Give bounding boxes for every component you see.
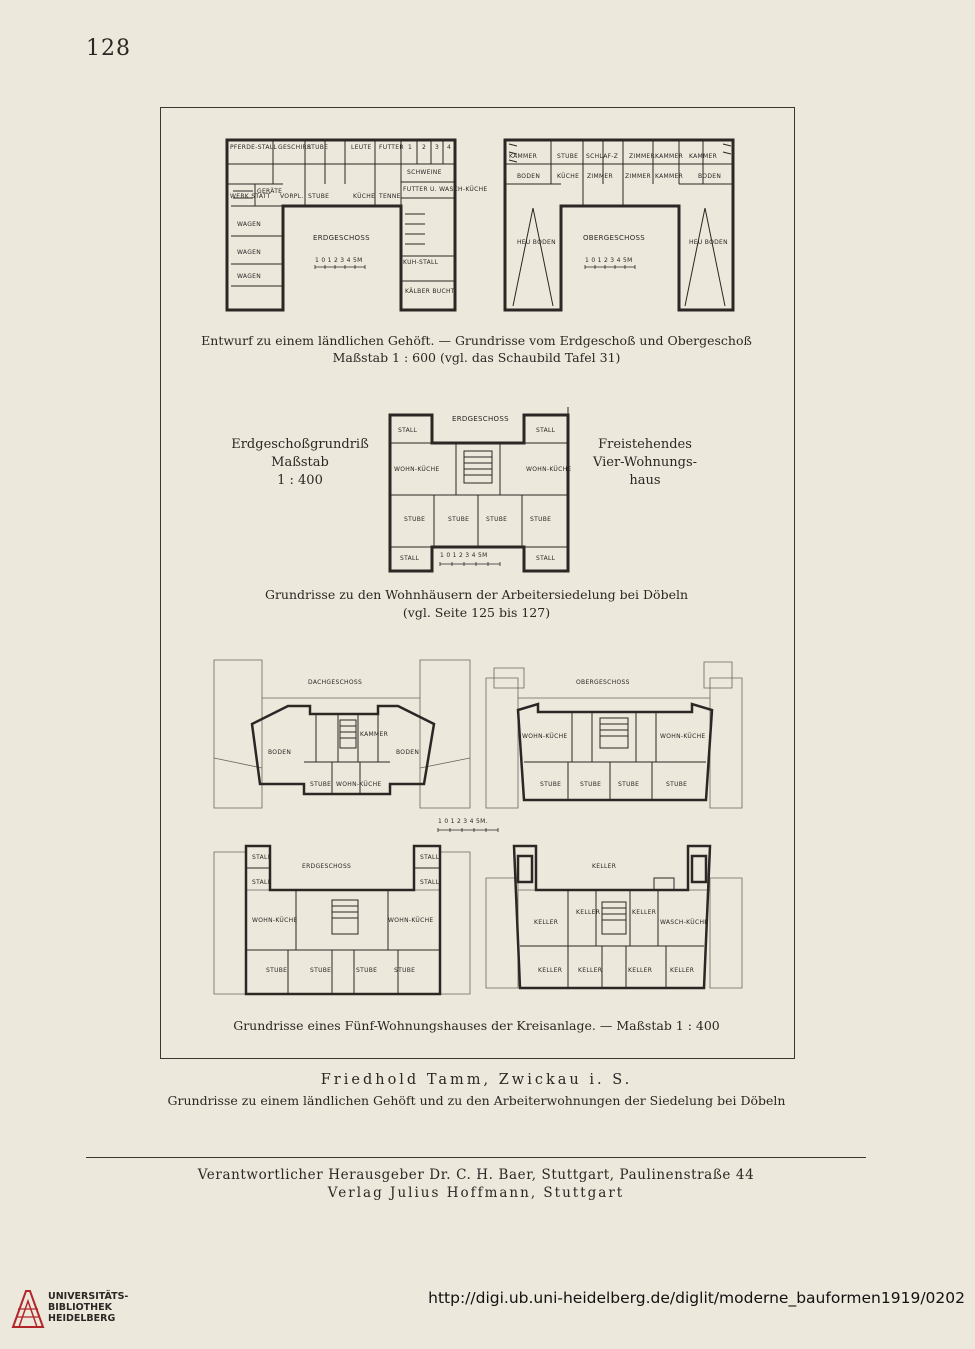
library-name-line: BIBLIOTHEK — [48, 1302, 112, 1313]
plan-room-label: STUBE — [580, 781, 602, 788]
plan-room-label: STALL — [398, 427, 418, 434]
plan-room-label: WOHN-KÜCHE — [388, 917, 434, 924]
source-url[interactable]: http://digi.ub.uni-heidelberg.de/diglit/moderne_bauformen1919/0202 — [428, 1289, 965, 1307]
plan-room-label: STUBE — [310, 781, 332, 788]
plan-room-label: ZIMMER — [587, 173, 613, 180]
plan-room-label: FUTTER — [379, 144, 404, 151]
plan-room-label: FUTTER U. WASCH-KÜCHE — [403, 186, 488, 193]
library-name-line: HEIDELBERG — [48, 1313, 116, 1324]
plan-room-label: STUBE — [448, 516, 470, 523]
author-line: Friedhold Tamm, Zwickau i. S. — [320, 1072, 633, 1088]
plan-room-label: STUBE — [266, 967, 288, 974]
plan-room-label: KÜCHE — [557, 173, 580, 180]
plan-room-label: STUBE — [540, 781, 562, 788]
plan-room-label: SCHWEINE — [407, 169, 442, 176]
plan-room-label: WASCH-KÜCHE — [660, 919, 709, 926]
plan-room-label: KÄLBER BUCHT — [405, 288, 455, 295]
label-line: Freistehendes — [598, 437, 692, 452]
plan-room-label: STALL — [420, 854, 440, 861]
plan-room-label: STALL — [252, 854, 272, 861]
plan-room-label: KAMMER — [655, 173, 684, 180]
plan-title: OBERGESCHOSS — [583, 234, 646, 242]
section2-left-label — [230, 436, 370, 490]
label-line: Maßstab — [271, 455, 329, 470]
section2-caption-line1: Grundrisse zu den Wohnhäusern der Arbeitersiedelung bei Döbeln — [264, 587, 689, 602]
plan-room-label: STALL — [536, 555, 556, 562]
scale-bar-label: 1 0 1 2 3 4 5M — [440, 552, 488, 559]
library-name — [48, 1291, 128, 1324]
plan-room-label: KELLER — [576, 909, 601, 916]
plan-room-label: STUBE — [404, 516, 426, 523]
plan-room-label: STALL — [420, 879, 440, 886]
section3-caption: Grundrisse eines Fünf-Wohnungshauses der Kreisanlage. — Maßstab 1 : 400 — [233, 1018, 720, 1033]
plan-room-label: WAGEN — [237, 273, 262, 280]
plan-room-label: 1 — [408, 144, 413, 151]
plan-room-label: KELLER — [632, 909, 657, 916]
plan-room-label: STUBE — [530, 516, 552, 523]
plan-title: ERDGESCHOSS — [302, 863, 352, 870]
plan-room-label: WERK STATT — [230, 193, 271, 200]
label-line: Erdgeschoßgrundriß — [231, 437, 369, 452]
section2-right-label — [580, 436, 710, 490]
plan-room-label: 2 — [422, 144, 427, 151]
section3-scale-bar — [434, 814, 534, 836]
plan-room-label: KAMMER — [655, 153, 684, 160]
plan-room-label: KELLER — [628, 967, 653, 974]
plan-room-label: 4 — [447, 144, 452, 151]
plan-room-label: VORPL. — [280, 193, 304, 200]
fuenf-wohnungshaus-obergeschoss-plan — [484, 658, 746, 818]
plan-room-label: KÜCHE — [353, 193, 376, 200]
plan-room-label: BODEN — [396, 749, 420, 756]
plan-room-label: LEUTE — [351, 144, 372, 151]
plan-room-label: HEU BODEN — [517, 239, 556, 246]
plate-title: Grundrisse zu einem ländlichen Gehöft und zu den Arbeiterwohnungen der Siedelung bei Döbeln — [167, 1093, 786, 1108]
plan-room-label: KAMMER — [509, 153, 538, 160]
gehoeft-obergeschoss-plan — [503, 136, 735, 314]
plan-room-label: KAMMER — [689, 153, 718, 160]
fuenf-wohnungshaus-erdgeschoss-plan — [212, 838, 474, 1002]
plan-room-label: KAMMER — [360, 731, 389, 738]
plan-room-label: GESCHIRR — [278, 144, 312, 151]
section1-caption-line1: Entwurf zu einem ländlichen Gehöft. — Grundrisse vom Erdgeschoß und Obergeschoß — [201, 333, 752, 348]
plan-room-label: TENNE — [379, 193, 401, 200]
plan-room-label: STALL — [252, 879, 272, 886]
plan-room-label: KUH-STALL — [403, 259, 439, 266]
gehoeft-erdgeschoss-plan — [225, 136, 488, 314]
library-seal-icon — [10, 1287, 46, 1331]
plan-title: DACHGESCHOSS — [308, 679, 363, 686]
plan-room-label: SCHLAF-Z — [586, 153, 619, 160]
vier-wohnungshaus-erdgeschoss-plan — [384, 405, 574, 573]
footer-rule — [86, 1157, 866, 1158]
publisher-line: Verantwortlicher Herausgeber Dr. C. H. Baer, Stuttgart, Paulinenstraße 44 — [197, 1167, 755, 1183]
section2-caption-line2: (vgl. Seite 125 bis 127) — [402, 605, 551, 620]
plan-title: OBERGESCHOSS — [576, 679, 630, 686]
plan-room-label: PFERDE-STALL — [230, 144, 278, 151]
label-line: haus — [629, 473, 661, 488]
plan-room-label: WOHN-KÜCHE — [394, 466, 440, 473]
scale-bar-label: 1 0 1 2 3 4 5M — [315, 257, 363, 264]
plan-room-label: WAGEN — [237, 221, 262, 228]
label-line: Vier-Wohnungs- — [592, 455, 698, 470]
fuenf-wohnungshaus-dachgeschoss-plan — [212, 658, 474, 818]
plan-room-label: ZIMMER — [625, 173, 651, 180]
plan-title: KELLER — [592, 863, 617, 870]
plan-room-label: STUBE — [557, 153, 579, 160]
verlag-line: Verlag Julius Hoffmann, Stuttgart — [327, 1185, 625, 1201]
plan-room-label: ZIMMER — [629, 153, 655, 160]
plan-room-label: STALL — [400, 555, 420, 562]
plan-room-label: WOHN-KÜCHE — [252, 917, 298, 924]
section1-caption-line2: Maßstab 1 : 600 (vgl. das Schaubild Tafel 31) — [332, 350, 621, 365]
plan-title: ERDGESCHOSS — [313, 234, 370, 242]
plan-room-label: STUBE — [394, 967, 416, 974]
scale-bar-label: 1 0 1 2 3 4 5M — [585, 257, 633, 264]
scale-bar-label: 1 0 1 2 3 4 5M. — [438, 818, 488, 825]
plan-room-label: KELLER — [534, 919, 559, 926]
plan-room-label: WOHN-KÜCHE — [526, 466, 572, 473]
plan-room-label: GERÄTE — [257, 188, 283, 195]
plan-room-label: STUBE — [310, 967, 332, 974]
page-number: 128 — [86, 36, 131, 61]
plan-room-label: STUBE — [666, 781, 688, 788]
plan-room-label: WAGEN — [237, 249, 262, 256]
plan-room-label: STUBE — [308, 193, 330, 200]
plan-room-label: WOHN-KÜCHE — [336, 781, 382, 788]
plan-room-label: WOHN-KÜCHE — [660, 733, 706, 740]
plan-room-label: BODEN — [268, 749, 292, 756]
library-name-line: UNIVERSITÄTS- — [48, 1291, 129, 1302]
plan-room-label: KELLER — [670, 967, 695, 974]
plan-room-label: STUBE — [356, 967, 378, 974]
plan-room-label: STALL — [536, 427, 556, 434]
plan-room-label: WOHN-KÜCHE — [522, 733, 568, 740]
plan-room-label: BODEN — [698, 173, 722, 180]
plan-room-label: STUBE — [486, 516, 508, 523]
plan-room-label: 3 — [435, 144, 440, 151]
plan-room-label: STUBE — [307, 144, 329, 151]
plan-room-label: BODEN — [517, 173, 541, 180]
label-line: 1 : 400 — [277, 473, 323, 488]
plan-room-label: STUBE — [618, 781, 640, 788]
plan-room-label: KELLER — [578, 967, 603, 974]
plan-room-label: HEU BODEN — [689, 239, 728, 246]
plan-title: ERDGESCHOSS — [452, 415, 509, 423]
plan-room-label: KELLER — [538, 967, 563, 974]
fuenf-wohnungshaus-keller-plan — [484, 838, 746, 1002]
